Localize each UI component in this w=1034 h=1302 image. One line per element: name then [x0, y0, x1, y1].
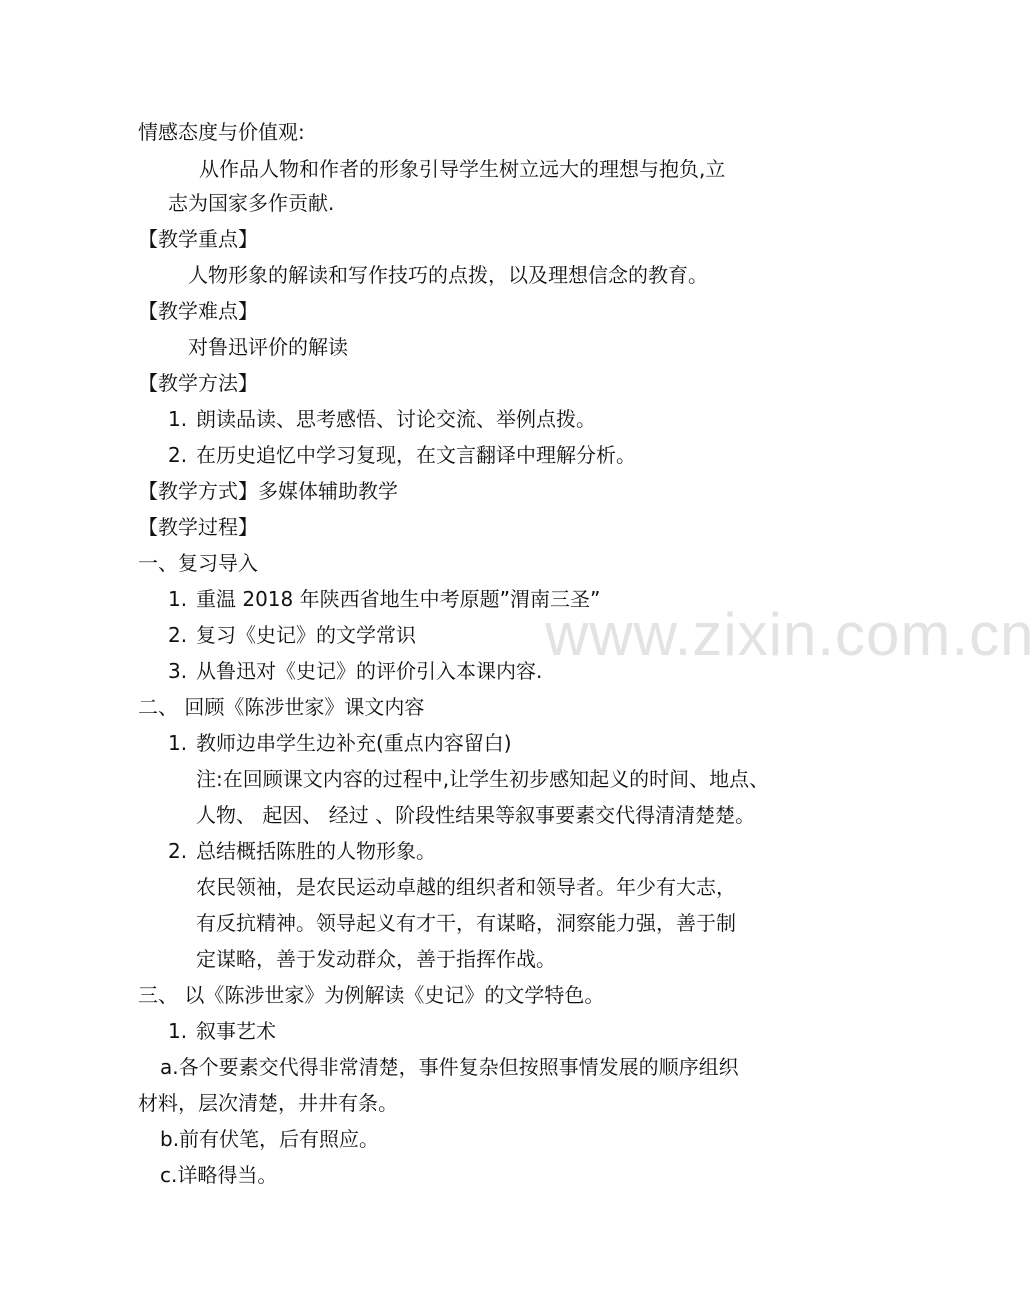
list-item-text: 朗读品读、思考感悟、讨论交流、举例点拨。 [196, 407, 596, 431]
text-line: 材料，层次清楚，井井有条。 [138, 1091, 398, 1115]
list-item-text: 教师边串学生边补充(重点内容留白) [196, 731, 512, 755]
list-item-text: 在历史追忆中学习复现，在文言翻译中理解分析。 [196, 443, 636, 467]
text-line: 人物形象的解读和写作技巧的点拨，以及理想信念的教育。 [188, 263, 708, 287]
watermark: www.zixin.com.cn [545, 601, 1034, 668]
list-number: 1. [168, 1019, 188, 1043]
list-item-text: 重温 2018 年陕西省地生中考原题”渭南三圣” [196, 587, 601, 611]
section-heading: 【教学方法】 [138, 371, 258, 395]
list-number: 2. [168, 623, 188, 647]
list-number: 1. [168, 587, 188, 611]
text-line: 对鲁迅评价的解读 [188, 335, 348, 359]
list-item-text: 从鲁迅对《史记》的评价引入本课内容. [196, 659, 543, 683]
text-line: b.前有伏笔，后有照应。 [160, 1127, 380, 1151]
list-item-text: 复习《史记》的文学常识 [196, 623, 416, 647]
section-heading: 【教学过程】 [138, 515, 258, 539]
part-heading: 二、 回顾《陈涉世家》课文内容 [138, 695, 425, 719]
list-item [168, 658, 542, 684]
list-item-text: 总结概括陈胜的人物形象。 [196, 839, 436, 863]
list-item [168, 838, 436, 864]
list-number: 1. [168, 407, 188, 431]
text-line: 注:在回顾课文内容的过程中,让学生初步感知起义的时间、地点、 [196, 767, 770, 791]
list-item [168, 442, 636, 468]
list-number: 2. [168, 839, 188, 863]
text-line: 志为国家多作贡献. [168, 191, 335, 215]
list-item [168, 622, 416, 648]
text-line: 人物、 起因、 经过 、阶段性结果等叙事要素交代得清清楚楚。 [196, 803, 756, 827]
list-item [168, 586, 600, 612]
list-item [168, 406, 596, 432]
section-heading: 【教学方式】多媒体辅助教学 [138, 479, 398, 503]
text-line: c.详略得当。 [160, 1163, 278, 1187]
list-number: 3. [168, 659, 188, 683]
text-line: 定谋略，善于发动群众，善于指挥作战。 [196, 947, 556, 971]
list-number: 1. [168, 731, 188, 755]
text-line: 情感态度与价值观: [138, 120, 305, 144]
section-heading: 【教学重点】 [138, 227, 258, 251]
list-item [168, 1018, 276, 1044]
text-line: 从作品人物和作者的形象引导学生树立远大的理想与抱负,立 [199, 157, 726, 181]
list-item [168, 730, 512, 756]
text-line: 农民领袖，是农民运动卓越的组织者和领导者。年少有大志， [196, 875, 736, 899]
part-heading: 一、复习导入 [138, 551, 258, 575]
list-item-text: 叙事艺术 [196, 1019, 276, 1043]
list-number: 2. [168, 443, 188, 467]
text-line: a.各个要素交代得非常清楚，事件复杂但按照事情发展的顺序组织 [160, 1055, 739, 1079]
text-line: 有反抗精神。领导起义有才干，有谋略，洞察能力强，善于制 [196, 911, 736, 935]
part-heading: 三、 以《陈涉世家》为例解读《史记》的文学特色。 [138, 983, 605, 1007]
section-heading: 【教学难点】 [138, 299, 258, 323]
